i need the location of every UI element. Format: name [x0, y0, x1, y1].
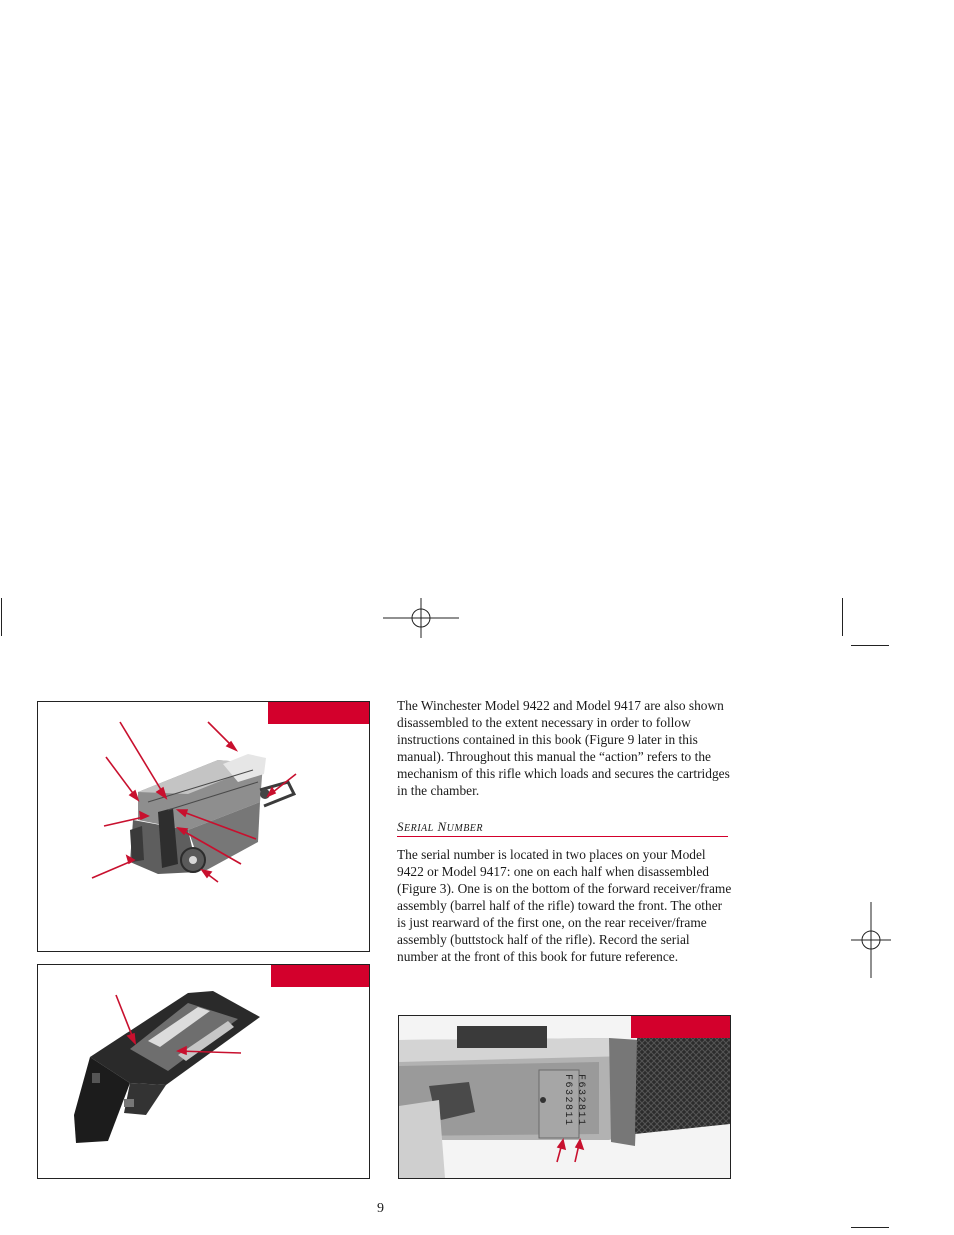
registration-mark-right: [851, 902, 891, 978]
section-heading-serial-number: SERIAL NUMBER: [397, 819, 728, 837]
page-number: 9: [377, 1201, 384, 1216]
crop-mark-right-h2: [851, 1227, 889, 1228]
intro-paragraph: The Winchester Model 9422 and Model 9417 are also shown disassembled to the extent necessary in order to follow instructions contained in this book (Figure 9 later in this manual). Throughout this manual the “action” refers to the mechanism of this rifle which loads and secures the cartridges in the chamber.: [397, 698, 730, 798]
figure-receiver-frame: [37, 964, 370, 1179]
serial-stamp-upper: F632811: [575, 1074, 586, 1127]
serial-stamp-lower: F632811: [562, 1074, 573, 1127]
figure-action-assembly: [37, 701, 370, 952]
receiver-frame-illustration: [38, 965, 369, 1178]
crop-mark-right-h1: [851, 645, 889, 646]
crop-mark-left: [1, 598, 2, 636]
crop-mark-right: [842, 598, 843, 636]
serial-number-paragraph: The serial number is located in two places on your Model 9422 or Model 9417: one on each half when disassembled (Figure 3). One is on the bottom of the forward receiver/frame assembly (barrel half of the rifle) toward the front. The other is just rearward of the first one, on the rear receiver/frame assembly (buttstock half of the rifle). Record the serial number at the front of this book for future reference.: [397, 847, 732, 964]
action-assembly-illustration: [38, 702, 369, 951]
serial-number-photo: [399, 1016, 730, 1178]
figure-serial-number: [398, 1015, 731, 1179]
registration-mark-top: [383, 598, 459, 638]
